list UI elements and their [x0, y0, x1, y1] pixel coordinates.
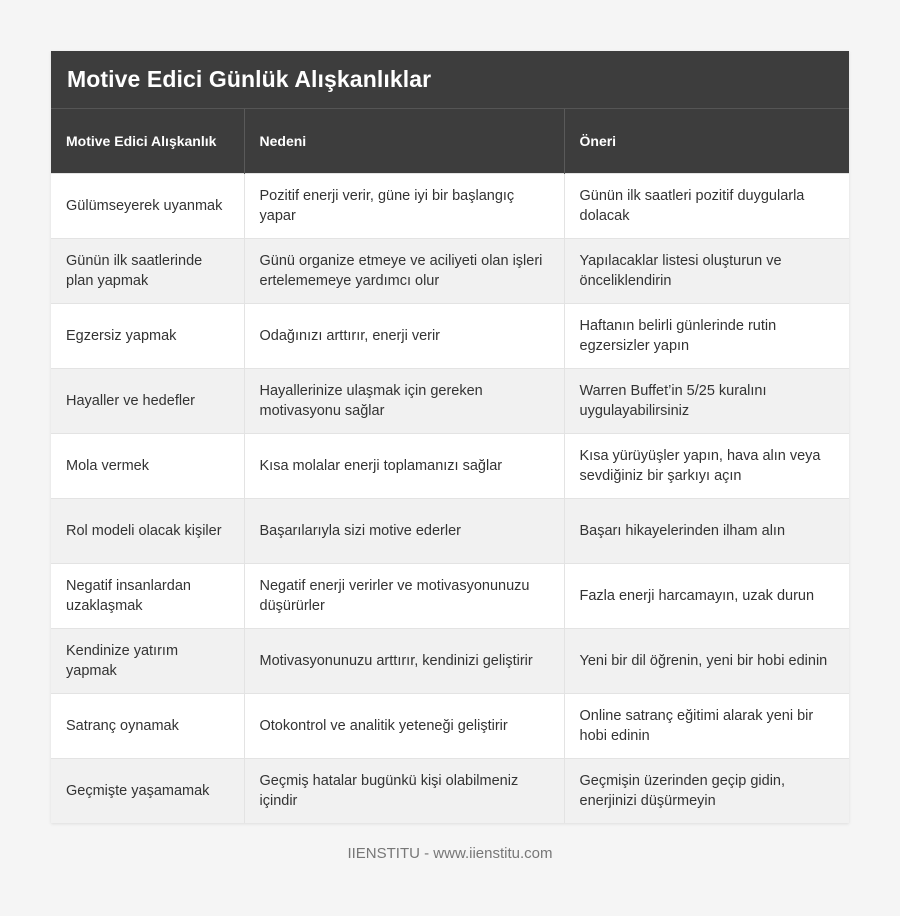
cell-suggestion: Günün ilk saatleri pozitif duygularla dolacak: [564, 174, 849, 239]
cell-habit: Rol modeli olacak kişiler: [51, 499, 244, 564]
table-header-row: [51, 109, 849, 174]
table-row: [51, 304, 849, 369]
cell-reason: Günü organize etmeye ve aciliyeti olan işleri ertelememeye yardımcı olur: [244, 239, 564, 304]
table-row: [51, 564, 849, 629]
cell-suggestion: Warren Buffet’in 5/25 kuralını uygulayabilirsiniz: [564, 369, 849, 434]
table-row: [51, 434, 849, 499]
cell-suggestion: Başarı hikayelerinden ilham alın: [564, 499, 849, 564]
table-title-bar: [51, 51, 849, 109]
cell-reason: Kısa molalar enerji toplamanızı sağlar: [244, 434, 564, 499]
table-row: [51, 499, 849, 564]
cell-habit: Mola vermek: [51, 434, 244, 499]
column-header-suggestion: Öneri: [564, 109, 849, 174]
cell-suggestion: Fazla enerji harcamayın, uzak durun: [564, 564, 849, 629]
cell-reason: Başarılarıyla sizi motive ederler: [244, 499, 564, 564]
cell-habit: Gülümseyerek uyanmak: [51, 174, 244, 239]
cell-reason: Motivasyonunuzu arttırır, kendinizi geliştirir: [244, 629, 564, 694]
cell-reason: Geçmiş hatalar bugünkü kişi olabilmeniz içindir: [244, 759, 564, 824]
habits-table: [51, 109, 849, 823]
cell-reason: Negatif enerji verirler ve motivasyonunuzu düşürürler: [244, 564, 564, 629]
footer-credit: IIENSTITU - www.iienstitu.com: [347, 845, 553, 862]
cell-habit: Egzersiz yapmak: [51, 304, 244, 369]
table-row: [51, 239, 849, 304]
cell-reason: Odağınızı arttırır, enerji verir: [244, 304, 564, 369]
column-header-reason: Nedeni: [244, 109, 564, 174]
column-header-habit: Motive Edici Alışkanlık: [51, 109, 244, 174]
table-row: [51, 369, 849, 434]
table-row: [51, 694, 849, 759]
table-row: [51, 759, 849, 824]
cell-reason: Otokontrol ve analitik yeteneği geliştirir: [244, 694, 564, 759]
cell-habit: Geçmişte yaşamamak: [51, 759, 244, 824]
cell-suggestion: Online satranç eğitimi alarak yeni bir hobi edinin: [564, 694, 849, 759]
habits-table-card: [51, 51, 849, 823]
cell-suggestion: Kısa yürüyüşler yapın, hava alın veya sevdiğiniz bir şarkıyı açın: [564, 434, 849, 499]
table-title: Motive Edici Günlük Alışkanlıklar: [67, 66, 432, 92]
cell-habit: Kendinize yatırım yapmak: [51, 629, 244, 694]
cell-habit: Hayaller ve hedefler: [51, 369, 244, 434]
cell-reason: Pozitif enerji verir, güne iyi bir başlangıç yapar: [244, 174, 564, 239]
cell-habit: Satranç oynamak: [51, 694, 244, 759]
cell-suggestion: Geçmişin üzerinden geçip gidin, enerjinizi düşürmeyin: [564, 759, 849, 824]
cell-suggestion: Yeni bir dil öğrenin, yeni bir hobi edinin: [564, 629, 849, 694]
cell-suggestion: Yapılacaklar listesi oluşturun ve önceliklendirin: [564, 239, 849, 304]
cell-habit: Negatif insanlardan uzaklaşmak: [51, 564, 244, 629]
cell-habit: Günün ilk saatlerinde plan yapmak: [51, 239, 244, 304]
cell-reason: Hayallerinize ulaşmak için gereken motivasyonu sağlar: [244, 369, 564, 434]
table-row: [51, 174, 849, 239]
cell-suggestion: Haftanın belirli günlerinde rutin egzersizler yapın: [564, 304, 849, 369]
table-row: [51, 629, 849, 694]
